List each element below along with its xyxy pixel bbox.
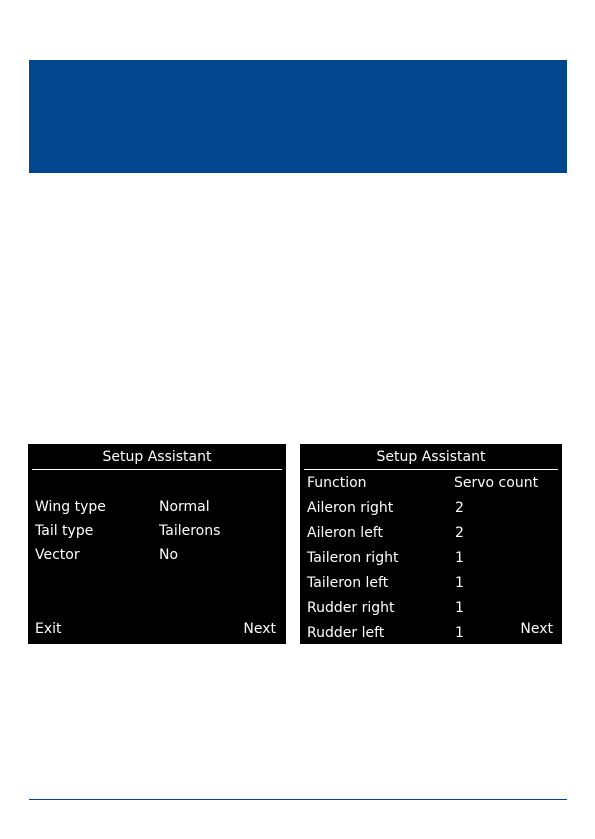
- servo-count-cell[interactable]: 1: [455, 600, 464, 616]
- function-cell: Aileron left: [307, 525, 383, 541]
- function-cell: Rudder right: [307, 600, 395, 616]
- row-value-vector[interactable]: No: [159, 547, 179, 563]
- title-divider: [304, 469, 558, 470]
- servo-count-cell[interactable]: 1: [455, 550, 464, 566]
- setup-assistant-screen-left: [28, 444, 286, 644]
- title-divider: [32, 469, 282, 470]
- servo-count-cell[interactable]: 2: [455, 500, 464, 516]
- next-softkey[interactable]: Next: [520, 621, 553, 637]
- setup-assistant-screen-right: [300, 444, 562, 644]
- servo-count-cell[interactable]: 1: [455, 575, 464, 591]
- function-cell: Taileron left: [307, 575, 389, 591]
- function-cell: Taileron right: [307, 550, 399, 566]
- function-cell: Rudder left: [307, 625, 385, 641]
- row-label-tail-type: Tail type: [35, 523, 94, 539]
- next-softkey[interactable]: Next: [243, 621, 276, 637]
- exit-softkey[interactable]: Exit: [35, 621, 62, 637]
- footer-divider: [29, 799, 567, 800]
- screen-title: Setup Assistant: [102, 449, 212, 465]
- row-label-vector: Vector: [35, 547, 80, 563]
- function-cell: Aileron right: [307, 500, 394, 516]
- screen-title: Setup Assistant: [376, 449, 486, 465]
- header-banner: [29, 60, 567, 173]
- row-label-wing-type: Wing type: [35, 499, 106, 515]
- column-header-servo-count: Servo count: [454, 475, 539, 491]
- row-value-wing-type[interactable]: Normal: [159, 499, 210, 515]
- servo-count-cell[interactable]: 2: [455, 525, 464, 541]
- column-header-function: Function: [307, 475, 367, 491]
- servo-count-cell[interactable]: 1: [455, 625, 464, 641]
- row-value-tail-type[interactable]: Tailerons: [159, 523, 221, 539]
